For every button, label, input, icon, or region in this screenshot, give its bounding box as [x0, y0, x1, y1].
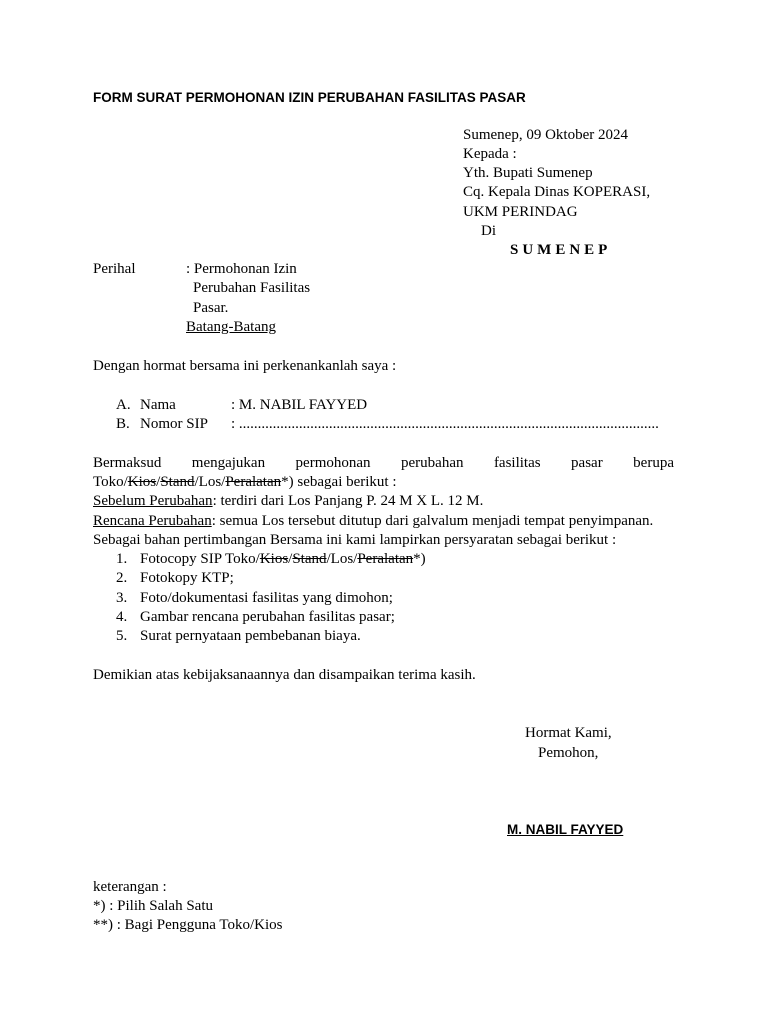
intent-kios-struck: Kios — [127, 474, 157, 490]
plan-change-text: : semua Los tersebut ditutup dari galvalum menjadi tempat penyimpanan. — [211, 513, 654, 529]
perihal-location: Batang-Batang — [186, 319, 276, 335]
list-item-text: Fotocopy SIP Toko/ — [140, 551, 260, 567]
identity-marker: A. — [116, 397, 131, 413]
recipient-kepada: Kepada : — [463, 146, 517, 162]
list-item: Foto/dokumentasi fasilitas yang dimohon; — [140, 590, 393, 606]
list-item: Surat pernyataan pembebanan biaya. — [140, 628, 361, 644]
list-item-text: /Los/ — [326, 551, 358, 567]
intent-line-2 — [93, 473, 397, 492]
before-change-label: Sebelum Perubahan — [93, 493, 213, 509]
identity-value: : ................................................................................................................ — [231, 416, 659, 432]
list-item: Fotokopy KTP; — [140, 570, 234, 586]
list-item-number: 2. — [116, 570, 128, 586]
list-item-number: 5. — [116, 628, 128, 644]
identity-marker: B. — [116, 416, 130, 432]
intent-los: /Los/ — [194, 474, 226, 490]
list-item-text: / — [288, 551, 293, 567]
intent-stand-struck: Stand — [160, 474, 195, 490]
notes-heading: keterangan : — [93, 879, 167, 895]
intent-toko: Toko/ — [93, 474, 128, 490]
signature-role: Pemohon, — [538, 745, 599, 761]
recipient-city: SUMENEP — [510, 242, 612, 258]
before-change-text: : terdiri dari Los Panjang P. 24 M X L. 12 M. — [212, 493, 484, 509]
identity-label: Nama — [140, 397, 176, 413]
note-item: *) : Pilih Salah Satu — [93, 898, 213, 914]
list-item-struck: Kios — [259, 551, 289, 567]
identity-label: Nomor SIP — [140, 416, 208, 432]
list-item — [140, 550, 426, 569]
before-change-line — [93, 492, 483, 511]
closing-text: Demikian atas kebijaksanaannya dan disampaikan terima kasih. — [93, 667, 476, 683]
recipient-ukm: UKM PERINDAG — [463, 204, 578, 220]
perihal-line-3: Pasar. — [193, 300, 229, 316]
perihal-line-1: : Permohonan Izin — [186, 261, 297, 277]
list-item-number: 1. — [116, 551, 128, 567]
perihal-line-2: Perubahan Fasilitas — [193, 280, 311, 296]
list-item: Gambar rencana perubahan fasilitas pasar; — [140, 609, 395, 625]
note-item: **) : Bagi Pengguna Toko/Kios — [93, 917, 283, 933]
intent-slash: / — [156, 474, 161, 490]
greeting: Dengan hormat bersama ini perkenankanlah saya : — [93, 358, 397, 374]
recipient-yth: Yth. Bupati Sumenep — [463, 165, 593, 181]
identity-value: : M. NABIL FAYYED — [231, 397, 368, 413]
list-item-text: *) — [413, 551, 426, 567]
intent-line-1: Bermaksud mengajukan permohonan perubahan fasilitas pasar berupa — [93, 455, 674, 471]
list-item-struck: Stand — [292, 551, 327, 567]
attachment-intro: Sebagai bahan pertimbangan Bersama ini kami lampirkan persyaratan sebagai berikut : — [93, 532, 617, 548]
perihal-label: Perihal — [93, 261, 136, 277]
list-item-number: 3. — [116, 590, 128, 606]
signature-regards: Hormat Kami, — [525, 725, 612, 741]
list-item-number: 4. — [116, 609, 128, 625]
recipient-cq: Cq. Kepala Dinas KOPERASI, — [463, 184, 651, 200]
intent-rest: *) sebagai berikut : — [281, 474, 397, 490]
intent-peralatan-struck: Peralatan — [225, 474, 282, 490]
plan-change-label: Rencana Perubahan — [93, 513, 212, 529]
document-title: FORM SURAT PERMOHONAN IZIN PERUBAHAN FASILITAS PASAR — [93, 90, 526, 105]
list-item-struck: Peralatan — [357, 551, 414, 567]
signature-name: M. NABIL FAYYED — [507, 822, 624, 837]
recipient-di: Di — [481, 223, 496, 239]
plan-change-line — [93, 512, 653, 531]
letter-date: Sumenep, 09 Oktober 2024 — [463, 127, 628, 143]
